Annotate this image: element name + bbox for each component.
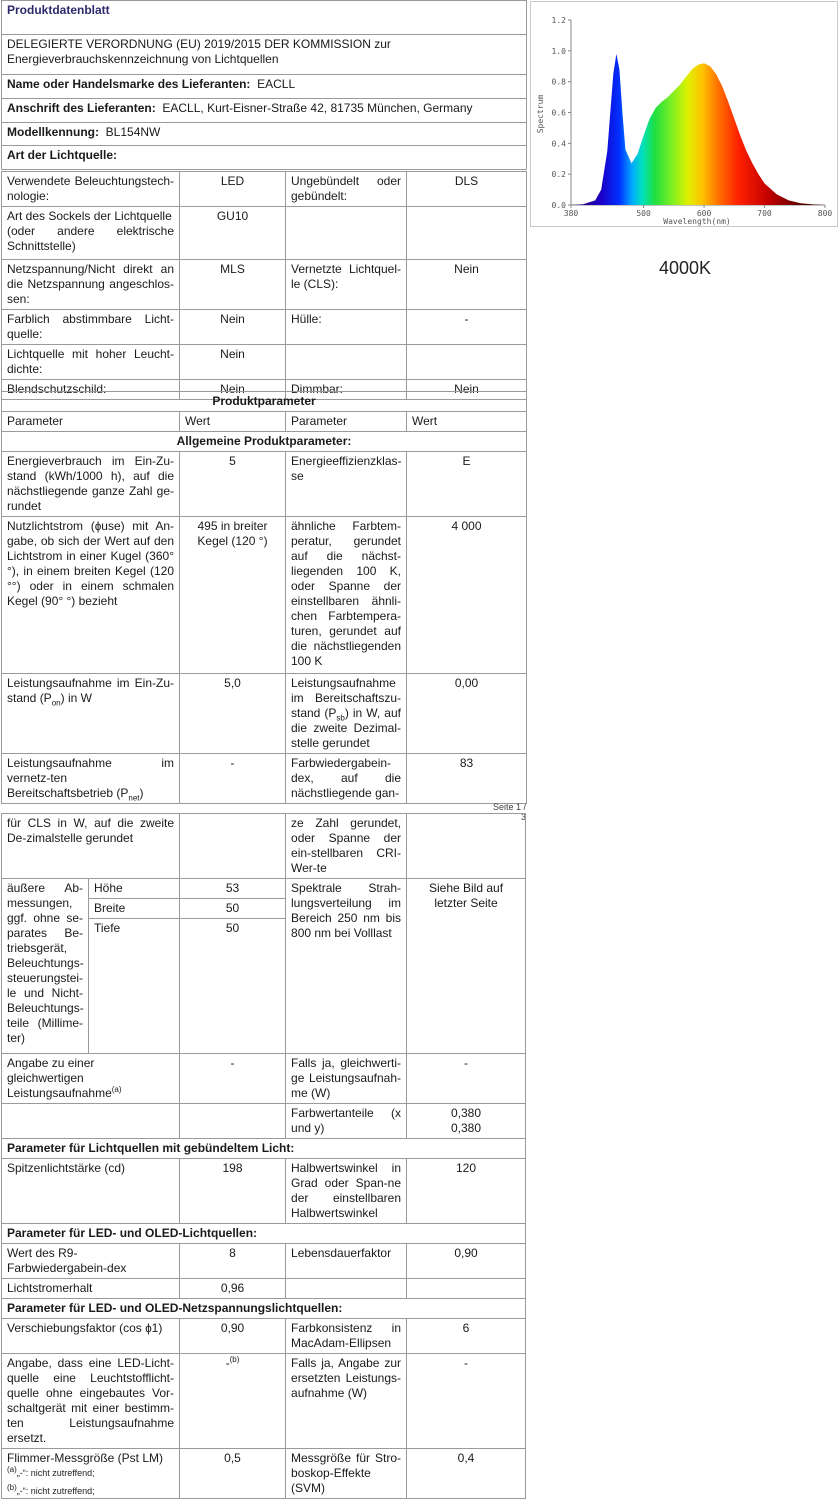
depth-label: Tiefe [89,919,180,1054]
cap-empty-1 [286,207,407,260]
stroboscopic-metric-label: Messgröße für Stro-boskop-Effekte (SVM) [286,1449,407,1499]
spectrum-chart-svg [531,2,837,226]
cls-value: Nein [407,260,527,310]
supplier-label: Name oder Handelsmarke des Lieferanten: [7,77,251,91]
lumen-maintenance-value: 0,96 [180,1279,286,1299]
standby-power-label [286,674,407,754]
x-tick-label: 500 [636,209,651,218]
chromaticity-y: 0,380 [451,1121,482,1135]
light-source-table [1,171,527,400]
pon-text-a: Leistungsaufnahme im Ein-Zu-stand (P [7,676,174,705]
y-tick-label: 0.8 [551,77,566,87]
x-tick-label: 700 [757,209,772,218]
cct-label: ähnliche Farbtem-peratur, gerundet auf die nächst-liegenden 100 K, oder Spanne der einstellbaren ähnli-chen Farbtempera-turen, gerundet auf die nächstliegenden 100 K [286,517,407,674]
y-tick-label: 0.6 [551,108,566,118]
efficiency-class-label: Energieeffizienzklas-se [286,452,407,517]
col-header-value-2: Wert [407,412,527,432]
col-header-param-2: Parameter [286,412,407,432]
r9-value: 8 [180,1244,286,1279]
mains-label: Netzspannung/Nicht direkt an die Netzspannung angeschlos-sen: [2,260,180,310]
y-axis-label: Spectrum [536,94,545,134]
cct-value: 4 000 [407,517,527,674]
cct-caption: 4000K [658,258,712,278]
on-mode-power-value: 5,0 [180,674,286,754]
survival-factor-value: 0,90 [407,1244,526,1279]
cap-label [2,207,180,260]
y-tick-label: 0.2 [551,170,566,180]
networked-standby-value-cont [180,814,286,879]
replacement-value-sup: (b) [229,1355,240,1364]
y-tick-label: 0.0 [551,201,566,210]
survival-factor-label: Lebensdauerfaktor [286,1244,407,1279]
footnote-a-mark: (a) [7,1465,17,1474]
lumen-maintenance-label: Lichtstromerhalt [2,1279,180,1299]
psb-sub: sb [336,713,345,723]
chromaticity-label: Farbwertanteile (x und y) [286,1104,407,1139]
mains-value: MLS [180,260,286,310]
x-tick-label: 800 [817,209,833,218]
colour-consistency-value: 6 [407,1319,526,1354]
width-value: 50 [180,899,286,919]
spd-value: Siehe Bild auf letzter Seite [407,879,526,1054]
footnote-b [7,1485,95,1497]
pon-text-b: ) in W [60,691,92,705]
stroboscopic-metric-value: 0,4 [407,1449,526,1499]
y-tick-label: 0.4 [551,139,566,149]
model-label: Modellkennung: [7,125,99,139]
colour-tunable-value: Nein [180,310,286,345]
document-title: Produktdatenblatt [2,1,527,35]
energy-consumption-label: Energieverbrauch im Ein-Zu-stand (kWh/1000 h), auf die nächstliegende ganze Zahl ge-rundet [2,452,180,517]
cap-value: GU10 [180,207,286,260]
replacement-value [180,1354,286,1449]
height-label: Höhe [89,879,180,899]
dimensions-label: äußere Ab-messungen, ggf. ohne se-parates Be-triebsgerät, Beleuchtungs-steuerungstei-le und Nicht-Beleuchtungs-teile (Millime-ter) [2,879,89,1054]
regulation-text: DELEGIERTE VERORDNUNG (EU) 2019/2015 DER KOMMISSION zur Energieverbrauchskennzeichnung von Lichtquellen [2,35,527,75]
light-source-type-heading: Art der Lichtquelle: [2,146,527,170]
model-value: BL154NW [105,125,161,139]
footnote-a [7,1467,95,1479]
product-params-table-p1 [1,391,527,804]
equivalent-power-sup: (a) [111,1085,122,1094]
spectrum-chart [530,1,838,227]
on-mode-power-label [2,674,180,754]
chart-plot-area [571,54,825,205]
replaced-power-value: - [407,1354,526,1449]
useful-flux-value: 495 in breiter Kegel (120 °) [180,517,286,674]
high-luminance-label: Lichtquelle mit hoher Leucht-dichte: [2,345,180,380]
networked-standby-label-cont: für CLS in W, auf die zweite De-zimalstelle gerundet [2,814,180,879]
beam-angle-value: 120 [407,1159,526,1224]
pnet-sub: net [128,793,140,803]
general-params-heading: Allgemeine Produktparameter: [2,432,527,452]
peak-intensity-value: 198 [180,1159,286,1224]
spectrum-area [571,54,825,205]
led-heading: Parameter für LED- und OLED-Lichtquellen: [2,1224,526,1244]
high-luminance-value: Nein [180,345,286,380]
supplier-row [2,75,527,99]
spd-label: Spektrale Strah-lungsverteilung im Bereich 250 nm bis 800 nm bei Volllast [286,879,407,1054]
cri-label-cont: ze Zahl gerundet, oder Spanne der ein-stellbaren CRI-Wer-te [286,814,407,879]
cap-label-line2: (oder andere elektrische Schnittstelle) [7,224,174,253]
flicker-metric-label: Flimmer-Messgröße (Pst LM) [2,1449,180,1499]
r9-label: Wert des R9-Farbwiedergabein-dex [2,1244,180,1279]
cri-value-cont [407,814,526,879]
equivalent-power-label [2,1054,180,1104]
glare-shield-label: Blendschutzschild: [2,380,180,400]
peak-intensity-label: Spitzenlichtstärke (cd) [2,1159,180,1224]
tech-label: Verwendete Beleuchtungstech-nologie: [2,172,180,207]
address-value: EACLL, Kurt-Eisner-Straße 42, 81735 München, Germany [162,101,473,115]
tech-value: LED [180,172,286,207]
address-row [2,99,527,123]
cri-value: 83 [407,754,527,804]
envelope-value: - [407,310,527,345]
depth-value: 50 [180,919,286,1054]
displacement-factor-label: Verschiebungsfaktor (cos ɸ1) [2,1319,180,1354]
focus-value: DLS [407,172,527,207]
colour-consistency-label: Farbkonsistenz in MacAdam-Ellipsen [286,1319,407,1354]
beam-angle-label: Halbwertswinkel in Grad oder Span-ne der einstellbaren Halbwertswinkel [286,1159,407,1224]
mains-led-heading: Parameter für LED- und OLED-Netzspannungslichtquellen: [2,1299,526,1319]
pon-sub: on [51,698,61,708]
displacement-factor-value: 0,90 [180,1319,286,1354]
y-tick-label: 1.0 [551,46,566,56]
flicker-metric-value: 0,5 [180,1449,286,1499]
hl-empty-2 [407,345,527,380]
header-table [1,0,527,170]
footnote-b-text: „-“: nicht zutreffend; [16,1486,95,1496]
dimmable-label: Dimmbar: [286,380,407,400]
efficiency-class-value: E [407,452,527,517]
replacement-value-text: - [225,1356,230,1370]
model-row [2,123,527,146]
width-label: Breite [89,899,180,919]
equivalent-power-value: - [180,1054,286,1104]
x-tick-label: 600 [696,209,712,218]
chromaticity-x: 0,380 [451,1106,482,1120]
psb-text-b: ) in W, auf die zweite Dezimal-stelle gerundet [291,706,401,750]
cap-empty-2 [407,207,527,260]
x-tick-label: 380 [563,209,579,218]
page-number: Seite 1 / 3 [492,802,526,822]
networked-standby-label [2,754,180,804]
address-label: Anschrift des Lieferanten: [7,101,156,115]
psb-text-a: Leistungsaufnahme im Bereitschaftszu-stand (P [291,676,401,720]
hl-empty-1 [286,345,407,380]
footnote-b-mark: (b) [7,1483,17,1492]
dimmable-value: Nein [407,380,527,400]
cls-label: Vernetzte Lichtquel-le (CLS): [286,260,407,310]
chromaticity-value [407,1104,526,1139]
chroma-empty-2 [180,1104,286,1139]
pnet-text-b: ) [139,786,144,800]
y-tick-label: 1.2 [551,16,566,25]
footnote-a-text: „-“: nicht zutreffend; [16,1468,95,1478]
equivalent-power-w-label: Falls ja, gleichwerti-ge Leistungsaufnah-me (W) [286,1054,407,1104]
standby-power-value: 0,00 [407,674,527,754]
cap-label-line1: Art des Sockels der Lichtquelle [7,209,172,223]
energy-consumption-value: 5 [180,452,286,517]
glare-shield-value: Nein [180,380,286,400]
maint-empty-2 [407,1279,526,1299]
useful-flux-label: Nutzlichtstrom (ɸuse) mit An-gabe, ob sich der Wert auf den Lichtstrom in einer Kugel (360° °), in einem breiten Kegel (120 °°) oder in einem schmalen Kegel (90° °) bezieht [2,517,180,674]
col-header-param-1: Parameter [2,412,180,432]
replaced-power-label: Falls ja, Angabe zur ersetzten Leistungs-aufnahme (W) [286,1354,407,1449]
envelope-label: Hülle: [286,310,407,345]
supplier-value: EACLL [257,77,296,91]
product-params-table-p2 [1,813,526,1499]
product-params-heading: Produktparameter [2,392,527,412]
maint-empty-1 [286,1279,407,1299]
focus-label: Ungebündelt oder gebündelt: [286,172,407,207]
directional-heading: Parameter für Lichtquellen mit gebündeltem Licht: [2,1139,526,1159]
equivalent-power-text: Angabe zu einer gleichwertigen Leistungsaufnahme [7,1056,112,1100]
x-axis-label: Wavelength(nm) [663,217,731,226]
height-value: 53 [180,879,286,899]
networked-standby-value: - [180,754,286,804]
colour-tunable-label: Farblich abstimmbare Licht-quelle: [2,310,180,345]
cri-label: Farbwiedergabein-dex, auf die nächstliegende gan- [286,754,407,804]
equivalent-power-w-value: - [407,1054,526,1104]
replacement-label: Angabe, dass eine LED-Licht-quelle eine Leuchtstofflicht-quelle ohne eingebautes Vor-schaltgerät mit einer bestimm-ten Leistungsaufnahme ersetzt. [2,1354,180,1449]
chroma-empty-1 [2,1104,180,1139]
pnet-text-a: Leistungsaufnahme im vernetz-ten Bereitschaftsbetrieb (P [7,756,174,800]
col-header-value-1: Wert [180,412,286,432]
